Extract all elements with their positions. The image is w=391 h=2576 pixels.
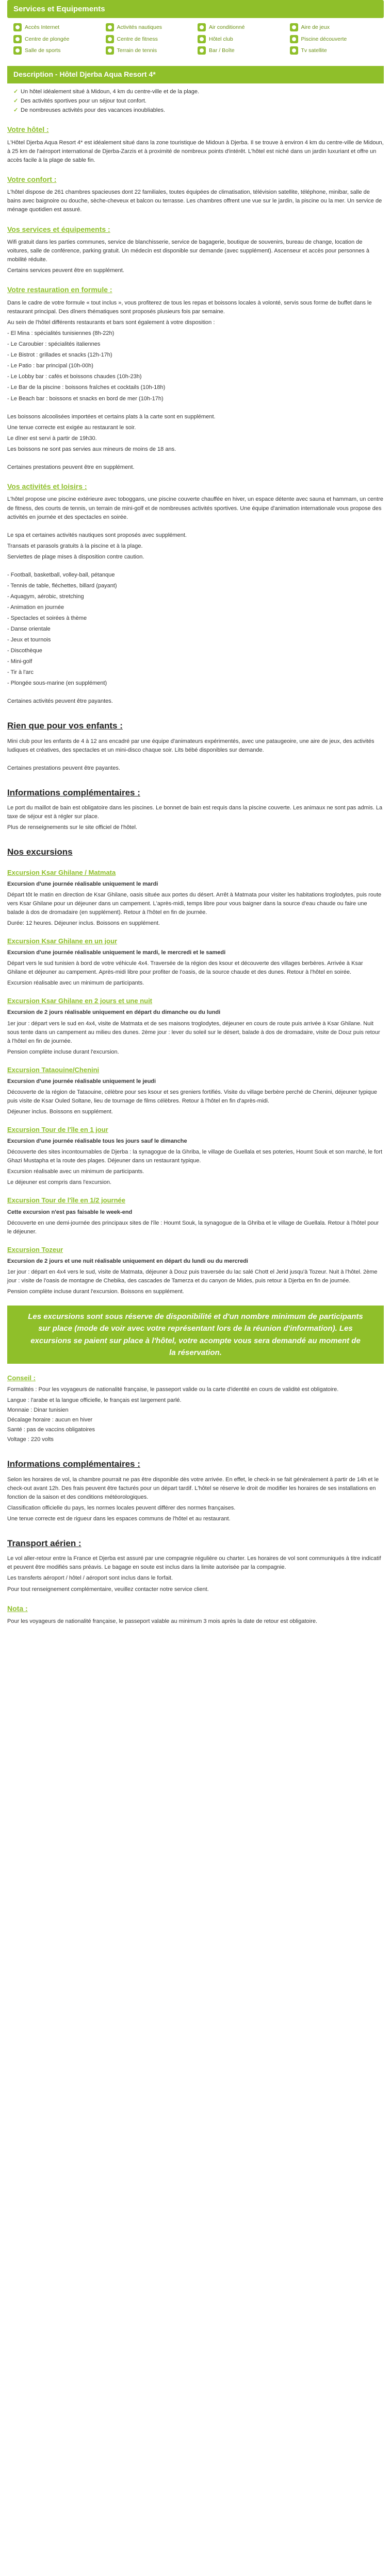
sports-icon (13, 46, 22, 55)
extra-info-text: Selon les horaires de vol, la chambre pourrait ne pas être disponible dès votre arrivée. En effet, le check-in se fait généralement à partir de 14h et le check-out avant 12h. Des frais peuvent être facturés pour un départ tardif. L'hôtel se réserve le droit de modifier les horaires de ses installations en fonction de la saison et des conditions météorologiques. (7, 1476, 379, 1500)
service-label: Tv satellite (301, 47, 327, 54)
activity-item: - Football, basketball, volley-ball, pétanque (7, 571, 115, 578)
extra-info-title: Informations complémentaires : (7, 1459, 140, 1469)
activity-item: - Danse orientale (7, 626, 51, 632)
food-text: Dans le cadre de votre formule « tout inclus », vous profiterez de tous les repas et boissons locales à volonté, servis sous forme de buffet dans le restaurant principal. Des dîners thématiques sont proposés plusieurs fois par semaine. (7, 300, 372, 315)
advice-text: Formalités : Pour les voyageurs de nationalité française, le passeport valide ou la carte d'identité en cours de validité est obligatoire. (7, 1386, 339, 1393)
activity-item: - Plongée sous-marine (en supplément) (7, 680, 107, 687)
activity-item: - Mini-golf (7, 658, 32, 665)
excursion-meta: Excursion d'une journée réalisable uniquement le mardi (7, 880, 158, 887)
footer-text: Pour les voyageurs de nationalité française, le passeport valable au minimum 3 mois après la date de retour est obligatoire. (7, 1618, 318, 1625)
footer-title: Nota : (7, 1604, 28, 1613)
snowflake-icon (198, 23, 206, 31)
excursion-extra: Pension complète incluse durant l'excursion. (7, 1048, 119, 1055)
services-title: Services et Equipements (7, 0, 384, 18)
service-label: Centre de plongée (25, 36, 70, 42)
advice-item: Santé : pas de vaccins obligatoires (7, 1427, 95, 1433)
info-note: Plus de renseignements sur le site officiel de l'hôtel. (7, 824, 137, 831)
excursion-block (7, 996, 384, 1056)
activities-title: Vos activités et loisirs : (7, 482, 87, 490)
tv-icon (290, 46, 298, 55)
hotel-icon (198, 35, 206, 43)
excursion-text: 1er jour : départ vers le sud en 4x4, visite de Matmata et de ses maisons troglodytes, déjeuner en cours de route puis arrivée à Ksar Ghilane. Nuit sous tente dans un campement au milieu des dunes. 2ème jour : lever du soleil sur le désert, balade à dos de dromadaire, visite de Douz puis retour à l'hôtel en fin de journée. (7, 1020, 380, 1044)
advice-list (7, 1396, 384, 1444)
service-item (13, 35, 102, 43)
activities-note: Certaines activités peuvent être payantes. (7, 698, 113, 705)
excursion-text: Départ tôt le matin en direction de Ksar Ghilane, oasis située aux portes du désert. Arrêt à Matmata pour visiter les habitations troglodytes, puis route vers Ksar Ghilane pour un déjeuner dans un campement. L'après-midi, temps libre pour vous baigner dans la source d'eau chaude ou faire une balade à dos de dromadaire (en supplément). Retour à l'hôtel en fin de journée. (7, 891, 382, 916)
tennis-icon (106, 46, 114, 55)
excursion-block (7, 1195, 384, 1236)
food-kids: Les boissons ne sont pas servies aux mineurs de moins de 18 ans. (7, 446, 176, 452)
activity-item: - Tir à l'arc (7, 669, 34, 676)
food-item: - Le Bar de la piscine : boissons fraîches et cocktails (10h-18h) (7, 384, 166, 391)
advice-item: Langue : l'arabe et la langue officielle, le français est largement parlé. (7, 1397, 182, 1404)
activity-item: - Animation en journée (7, 604, 64, 611)
excursion-meta: Excursion d'une journée réalisable uniquement le mardi, le mercredi et le samedi (7, 950, 226, 956)
kids-text: Mini club pour les enfants de 4 à 12 ans encadré par une équipe d'animateurs expérimentés, avec une pataugeoire, une aire de jeux, des activités ludiques et créatives, des spectacles et un mini-disco chaque soir. Lits bébé disponibles sur demande. (7, 738, 374, 753)
service-item (198, 23, 286, 31)
excursion-name: Excursion Ksar Ghilane en 2 jours et une nuit (7, 997, 153, 1005)
food-item: - Le Lobby bar : cafés et boissons chaudes (10h-23h) (7, 374, 142, 380)
service-item (106, 46, 194, 55)
service-label: Piscine découverte (301, 36, 347, 42)
comfort-text: L'hôtel dispose de 261 chambres spacieuses dont 22 familiales, toutes équipées de climatisation, télévision satellite, téléphone, minibar, salle de bains avec baignoire ou douche, sèche-cheveux et balcon ou terrasse. Les chambres offrent une vue sur le jardin, la piscine ou la mer. Un service de ménage quotidien est assuré. (7, 189, 382, 213)
boat-icon (106, 23, 114, 31)
food-item: - Le Beach bar : boissons et snacks en bord de mer (10h-17h) (7, 395, 164, 402)
pool-icon (290, 35, 298, 43)
excursion-extra: Excursion réalisable avec un minimum de participants. (7, 980, 144, 987)
food-note: Les boissons alcoolisées importées et certains plats à la carte sont en supplément. (7, 413, 216, 420)
extra-info-text2: Classification officielle du pays, les normes locales peuvent différer des normes françaises. (7, 1504, 236, 1511)
excursion-extra: Durée: 12 heures. Déjeuner inclus. Boissons en supplément. (7, 920, 160, 926)
transport-text: Le vol aller-retour entre la France et Djerba est assuré par une compagnie régulière ou charter. Les horaires de vol sont communiqués à titre indicatif et peuvent être modifiés sans préavis. Le bagage en soute est inclus dans la limite autorisée par la compagnie. (7, 1555, 381, 1571)
excursion-block (7, 1245, 384, 1296)
excursion-block (7, 1125, 384, 1187)
advice-title: Conseil : (7, 1374, 36, 1382)
food-title: Votre restauration en formule : (7, 285, 112, 294)
transport-title: Transport aérien : (7, 1538, 82, 1549)
comfort-title: Votre confort : (7, 175, 57, 183)
service-item (106, 23, 194, 31)
excursion-meta: Excursion d'une journée réalisable tous les jours sauf le dimanche (7, 1138, 187, 1145)
excursion-name: Excursion Tataouine/Chenini (7, 1065, 100, 1074)
bullet-item: ✓ Des activités sportives pour un séjour tout confort. (21, 97, 384, 106)
excursion-text: 1er jour : départ en 4x4 vers le sud, visite de Matmata, déjeuner à Douz puis traversée du lac salé Chott el Jerid jusqu'à Tozeur. Nuit à l'hôtel. 2ème jour : visite de l'oasis de montagne de Chebika, des cascades de Tamerza et du canyon de Mides, puis retour à Djerba en fin de journée. (7, 1268, 378, 1284)
services-note: Certains services peuvent être en supplément. (7, 267, 124, 274)
activity-item: - Tennis de table, fléchettes, billard (payant) (7, 582, 117, 589)
excursion-block (7, 1065, 384, 1116)
services-text: Wifi gratuit dans les parties communes, service de blanchisserie, service de bagagerie, boutique de souvenirs, bureau de change, location de voitures, salle de conférence, parking gratuit. Un médecin est disponible sur demande (avec supplément). Ascenseur et accès pour personnes à mobilité réduite. (7, 239, 369, 263)
activities-text: L'hôtel propose une piscine extérieure avec toboggans, une piscine couverte chauffée en hiver, un espace détente avec sauna et hammam, un centre de fitness, des courts de tennis, un terrain de mini-golf et de nombreuses activités sportives. Une équipe d'animation internationale vous propose des activités en journée et des spectacles en soirée. (7, 496, 383, 520)
food-item: - El Mina : spécialités tunisiennes (8h-22h) (7, 330, 115, 337)
service-label: Hôtel club (209, 36, 233, 42)
food-sub: Au sein de l'hôtel différents restaurants et bars sont également à votre disposition : (7, 319, 215, 326)
food-dress: Une tenue correcte est exigée au restaurant le soir. (7, 424, 136, 431)
services-grid (7, 18, 384, 63)
activity-item: - Spectacles et soirées à thème (7, 615, 87, 621)
excursion-text: Découverte des sites incontournables de Djerba : la synagogue de la Ghriba, le village de Guellala et ses poteries, Houmt Souk et son marché, le fort Ghazi Mustapha et la route des plages. Déjeuner dans un restaurant typique. (7, 1149, 383, 1164)
service-item (290, 23, 378, 31)
description-bullets (7, 88, 384, 115)
excursion-meta: Excursion de 2 jours réalisable uniquement en départ du dimanche ou du lundi (7, 1009, 221, 1016)
excursion-extra: Excursion réalisable avec un minimum de participants. (7, 1168, 144, 1175)
excursion-extra2: Le déjeuner est compris dans l'excursion. (7, 1179, 112, 1186)
excursions-title: Nos excursions (7, 847, 73, 857)
excursion-text: Découverte de la région de Tataouine, célèbre pour ses ksour et ses greniers fortifiés. Visite du village berbère perché de Chenini, déjeuner typique puis visite de Ksar Ouled Soltane, lieu de tournage de films célèbres. Retour à l'hôtel en fin d'après-midi. (7, 1089, 377, 1104)
excursion-name: Excursion Tour de l'île en 1/2 journée (7, 1196, 125, 1205)
service-item (290, 35, 378, 43)
description-title: Description - Hôtel Djerba Aqua Resort 4* (7, 66, 384, 83)
advice-item: Voltage : 220 volts (7, 1436, 54, 1443)
bullet-item: ✓ Un hôtel idéalement situé à Midoun, 4 km du centre-ville et de la plage. (21, 88, 384, 96)
activities-extra: Serviettes de plage mises à disposition contre caution. (7, 553, 144, 560)
excursion-block (7, 868, 384, 928)
activity-item: - Aquagym, aérobic, stretching (7, 593, 84, 600)
food-list (7, 329, 384, 403)
service-item (106, 35, 194, 43)
food-extra: Le dîner est servi à partir de 19h30. (7, 435, 97, 442)
excursion-text: Découverte en une demi-journée des principaux sites de l'île : Houmt Souk, la synagogue de la Ghriba et le village de Guellala. Retour à l'hôtel pour le déjeuner. (7, 1219, 379, 1235)
advice-item: Monnaie : Dinar tunisien (7, 1407, 69, 1414)
transport-text3: Pour tout renseignement complémentaire, veuillez contacter notre service client. (7, 1586, 209, 1592)
food-item: - Le Caroubier : spécialités italiennes (7, 341, 101, 348)
activities-list (7, 571, 384, 688)
excursion-name: Excursion Ksar Ghilane en un jour (7, 937, 118, 945)
excursion-meta: Cette excursion n'est pas faisable le week-end (7, 1209, 133, 1215)
service-label: Air conditionné (209, 24, 245, 31)
diving-icon (13, 35, 22, 43)
excursion-text: Départ vers le sud tunisien à bord de votre véhicule 4x4. Traversée de la région des ksour et découverte des villages berbères. Arrivée à Ksar Ghilane et déjeuner au campement. Après-midi libre pour profiter de l'oasis, de la source chaude et des dunes. Retour à l'hôtel en soirée. (7, 960, 363, 976)
activity-item: - Discothèque (7, 648, 42, 654)
advice-item: Décalage horaire : aucun en hiver (7, 1417, 93, 1423)
excursion-name: Excursion Ksar Ghilane / Matmata (7, 868, 116, 876)
playground-icon (290, 23, 298, 31)
food-item: - Le Bistrot : grillades et snacks (12h-17h) (7, 352, 112, 359)
service-label: Activités nautiques (117, 24, 162, 31)
activities-pay: Le spa et certaines activités nautiques sont proposés avec supplément. (7, 532, 187, 538)
excursion-meta: Excursion d'une journée réalisable uniquement le jeudi (7, 1078, 156, 1084)
transport-text2: Les transferts aéroport / hôtel / aéroport sont inclus dans le forfait. (7, 1575, 173, 1582)
excursion-extra: Pension complète incluse durant l'excursion. Boissons en supplément. (7, 1288, 184, 1295)
food-closing: Certaines prestations peuvent être en supplément. (7, 464, 135, 470)
kids-title: Rien que pour vos enfants : (7, 721, 123, 731)
service-item (290, 46, 378, 55)
service-item (198, 46, 286, 55)
service-label: Aire de jeux (301, 24, 330, 31)
service-item (13, 23, 102, 31)
food-item: - Le Patio : bar principal (10h-00h) (7, 363, 93, 369)
activities-free: Transats et parasols gratuits à la piscine et à la plage. (7, 543, 143, 549)
excursion-block (7, 936, 384, 988)
wifi-icon (13, 23, 22, 31)
extra-info-text3: Une tenue correcte est de rigueur dans les espaces communs de l'hôtel et au restaurant. (7, 1515, 231, 1522)
cocktail-icon (198, 46, 206, 55)
excursions-highlight-banner: Les excursions sont sous réserve de disponibilité et d'un nombre minimum de participants sur place (mode de voir avec votre représentant lors de la réunion d'information). Les excursions se paient sur place à l'hôtel, votre acompte vous sera demandé au moment de la réservation. (7, 1306, 384, 1364)
excursion-name: Excursion Tozeur (7, 1245, 63, 1253)
excursion-meta: Excursion de 2 jours et une nuit réalisable uniquement en départ du lundi ou du mercredi (7, 1258, 248, 1264)
info-text: Le port du maillot de bain est obligatoire dans les piscines. Le bonnet de bain est requis dans la piscine couverte. Les animaux ne sont pas admis. La taxe de séjour est à régler sur place. (7, 805, 383, 820)
service-item (13, 46, 102, 55)
service-label: Accès Internet (25, 24, 60, 31)
service-label: Terrain de tennis (117, 47, 157, 54)
hotel-text: L'Hôtel Djerba Aqua Resort 4* est idéalement situé dans la zone touristique de Midoun à Djerba. Il se trouve à environ 4 km du centre-ville de Midoun, à 25 km de l'aéroport international de Djerba-Zarzis et à proximité de nombreux points d'intérêt. L'hôtel est niché dans un jardin luxuriant et offre un accès facile à la plage de sable fin. (7, 139, 384, 163)
hotel-title: Votre hôtel : (7, 125, 49, 133)
excursion-name: Excursion Tour de l'île en 1 jour (7, 1126, 108, 1134)
service-item (198, 35, 286, 43)
service-label: Centre de fitness (117, 36, 158, 42)
dumbbell-icon (106, 35, 114, 43)
bullet-item: ✓ De nombreuses activités pour des vacances inoubliables. (21, 106, 384, 115)
services-section-title: Vos services et équipements : (7, 225, 110, 233)
kids-extra: Certaines prestations peuvent être payantes. (7, 765, 120, 771)
excursion-extra: Déjeuner inclus. Boissons en supplément. (7, 1109, 113, 1115)
activity-item: - Jeux et tournois (7, 637, 51, 643)
service-label: Bar / Boîte (209, 47, 235, 54)
info-title: Informations complémentaires : (7, 787, 140, 798)
service-label: Salle de sports (25, 47, 61, 54)
